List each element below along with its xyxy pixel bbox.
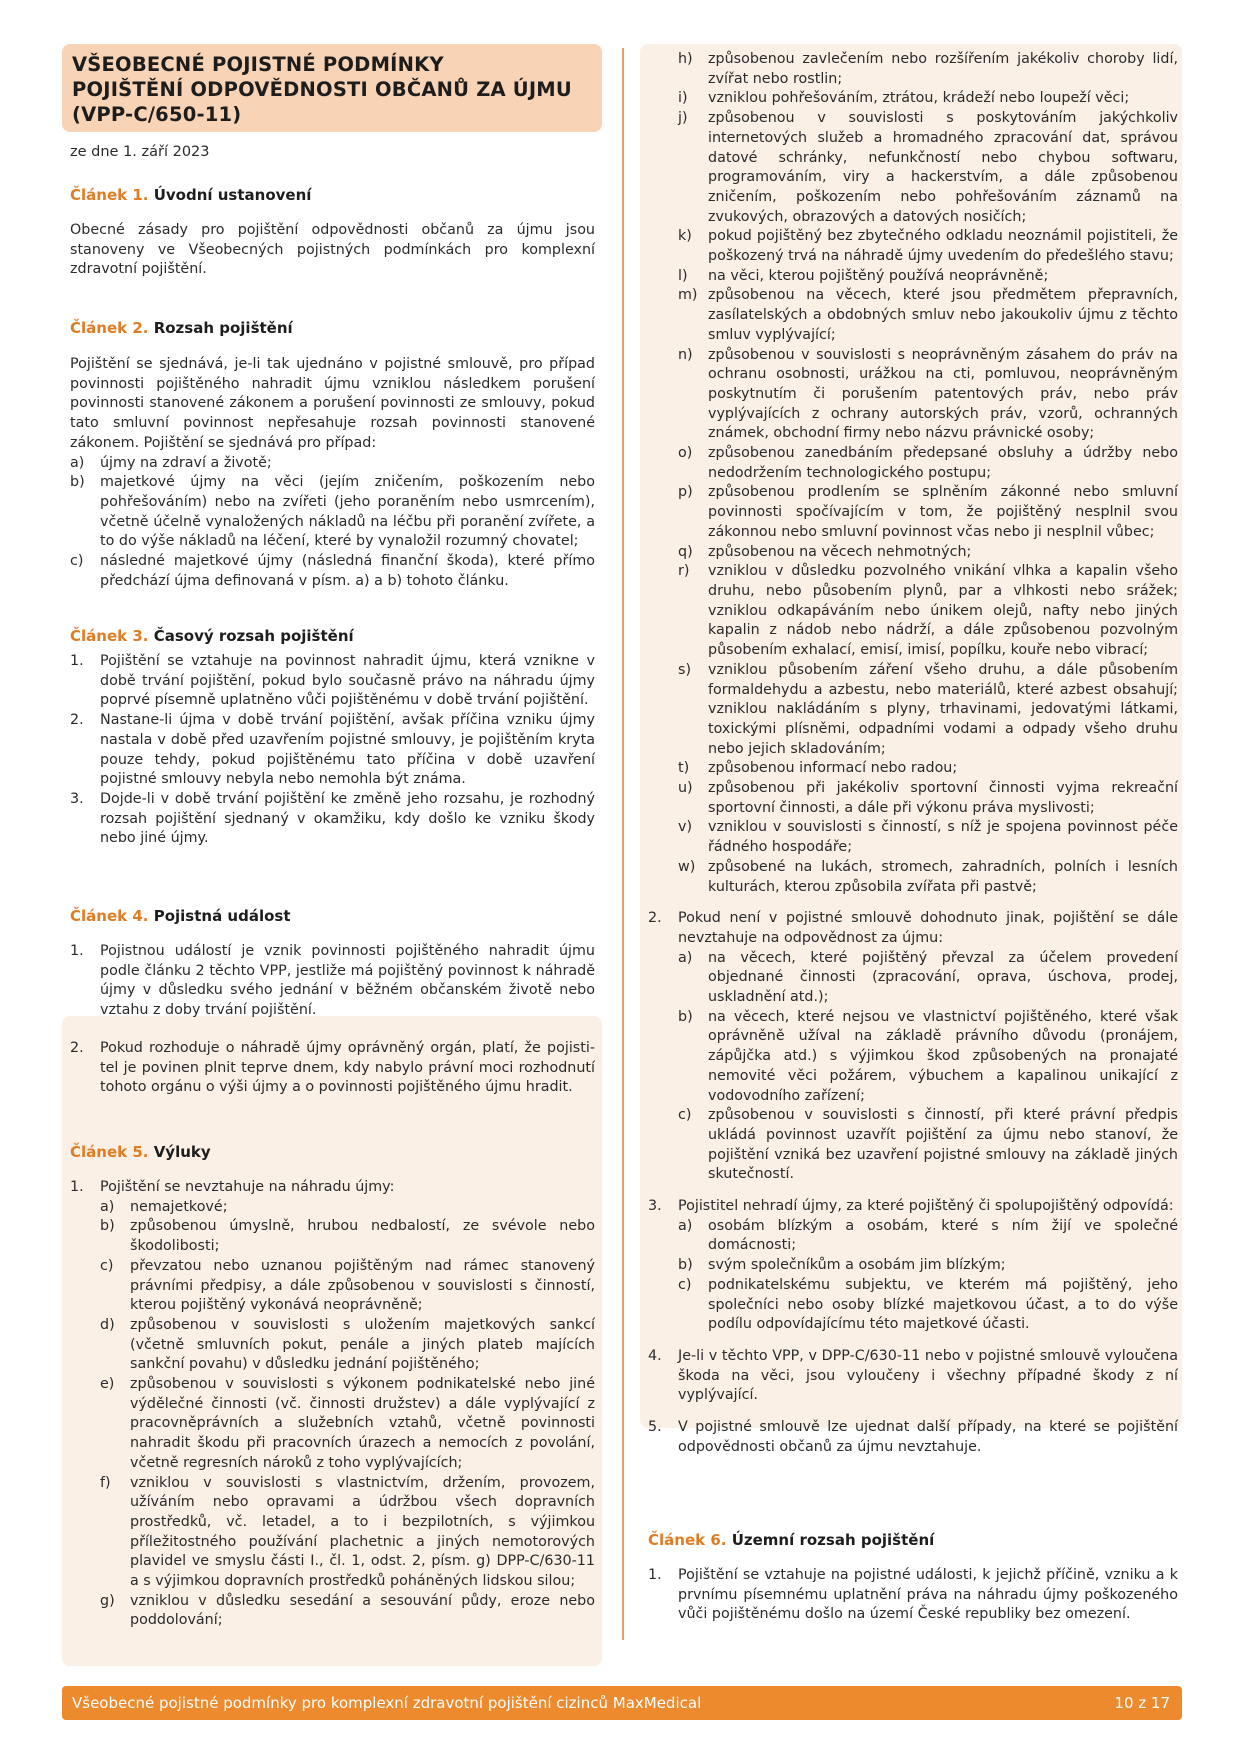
- article-2-number: Článek 2.: [70, 319, 149, 337]
- article-5-item-2-sub: b) na věcech, které nejsou ve vlastnictví pojištěného, které však oprávněně užíval na základě právního důvodu (pronájem, zápůjčka atd.) s výjimkou škod způsobených na pronajaté nemovité věci požárem, výbuchem a kapalinou unikající z vodovodního zařízení;: [678, 1008, 1178, 1104]
- document-title-line-3: (VPP-C/650-11): [72, 103, 242, 126]
- article-3-name: Časový rozsah pojištění: [153, 627, 354, 645]
- article-5-sub-item: v) vzniklou v souvislosti s činností, s níž je spojena povinnost péče řádného hospodáře;: [678, 819, 1178, 856]
- article-2-body: [70, 355, 595, 591]
- page-footer: [62, 1686, 1182, 1720]
- article-5-sub-item: c) převzatou nebo uznanou pojištěným nad rámec stanovený právními předpisy, a dále způsobenou v souvislosti s činností, kterou pojištěný vykonává neoprávněně;: [100, 1257, 595, 1314]
- article-1-heading: [70, 185, 311, 205]
- article-5-body-left: [70, 1178, 595, 1631]
- document-title-line-2: POJIŠTĚNÍ ODPOVĚDNOSTI OBČANŮ ZA ÚJMU: [72, 78, 572, 101]
- article-5-item-3-sub: b) svým společníkům a osobám jim blízkým;: [678, 1257, 1006, 1274]
- article-6-body: [648, 1566, 1178, 1625]
- article-5-sub-item: i) vzniklou pohřešováním, ztrátou, krádeží nebo loupeží věci;: [678, 90, 1130, 107]
- article-5-item-3-sub: a) osobám blízkým a osobám, které s ním žijí ve společné domácnosti;: [678, 1217, 1178, 1254]
- article-5-sub-item: e) způsobenou v souvislosti s výkonem podnikatelské nebo jiné výdělečné činnosti (vč. činnosti družstev) a dále vyplývající z pracovněprávních a služebních vztahů, včetně povinnosti nahradit škodu při pracovních úrazech a nemocích z povolání, včetně regresních nároků z toho vyplývajících;: [100, 1376, 595, 1471]
- article-1-number: Článek 1.: [70, 186, 149, 204]
- article-5-sub-item: k) pokud pojištěný bez zbytečného odkladu neoznámil pojistiteli, že poškozený trvá na náhradě újmy uvedením do předešlého stavu;: [678, 228, 1178, 265]
- article-5-heading: [70, 1142, 211, 1162]
- article-1-name: Úvodní ustanovení: [153, 186, 312, 204]
- article-4-heading: [70, 906, 291, 926]
- article-5-sub-item: u) způsobenou při jakékoliv sportovní činnosti vyjma rekreační sportovní činnosti, a dále při výkonu práva myslivosti;: [678, 780, 1178, 816]
- article-3-number: Článek 3.: [70, 627, 149, 645]
- document-date: ze dne 1. září 2023: [70, 144, 210, 160]
- article-5-sub-item: a) nemajetkové;: [100, 1198, 228, 1215]
- article-5-item-2: 2. Pokud není v pojistné smlouvě dohodnuto jinak, pojištění se dále nevztahuje na odpovědnost za újmu:: [648, 910, 1178, 946]
- article-6-item-1: 1. Pojištění se vztahuje na pojistné události, k jejichž příčině, vzniku a k prvnímu písemnému uplatnění práva na náhradu újmy poškozeného vůči pojištěnému došlo na území České republiky bez omezení.: [648, 1567, 1178, 1623]
- article-5-sub-item: n) způsobenou v souvislosti s neoprávněným zásahem do práv na ochranu osobnosti, urážkou na cti, pomluvou, neoprávněným poskytnutím či porušením patentových práv, nebo práv vyplývajících z ochrany autorských práv, vzorů, ochranných známek, obchodní firmy nebo názvu právnické osoby;: [678, 346, 1178, 442]
- article-5-name: Výluky: [153, 1143, 211, 1161]
- article-5-item-2-sub: c) způsobenou v souvislosti s činností, při které právní předpis ukládá povinnost uzavřít pojištění za újmu nebo stanoví, že pojištění vzniká bez uzavření pojistné smlouvy na základě jiných skutečností.: [678, 1107, 1178, 1183]
- article-2-name: Rozsah pojištění: [153, 319, 293, 337]
- article-5-sub-item: d) způsobenou v souvislosti s uložením majetkových sankcí (včetně smluvních pokut, penále a jiných plateb majících sankční povahu) v důsledku jednání pojištěného;: [100, 1316, 595, 1373]
- article-5-sub-item: m) způsobenou na věcech, které jsou předmětem přepravních, zasílatelských a obdobných smluv nebo jakoukoliv újmu z těchto smluv vyplývající;: [678, 287, 1178, 343]
- article-5-sub-item: q) způsobenou na věcech nehmotných;: [678, 543, 972, 560]
- article-5-sub-item: t) způsobenou informací nebo radou;: [678, 760, 958, 777]
- article-3-heading: [70, 626, 354, 646]
- article-5-item-3: 3. Pojistitel nehradí újmy, za které pojištěný či spolupojištěný odpovídá:: [648, 1198, 1174, 1215]
- article-4-item: 1. Pojistnou událostí je vznik povinnosti pojištěného nahradit újmu podle článku 2 těchto VPP, jestliže má pojištěný povinnost k náhradě újmy v důsledku svého jednání v běžném občanském životě nebo vztahu z doby trvání pojištění.: [70, 943, 595, 1019]
- article-5-sub-item: p) způsobenou prodlením se splněním zákonné nebo smluvní povinnosti spočívajícím v tom, že pojištěný nesplnil svou zákonnou nebo smluvní povinnost včas nebo ji nesplnil vůbec;: [678, 484, 1178, 540]
- article-6-number: Článek 6.: [648, 1531, 727, 1549]
- article-4-number: Článek 4.: [70, 907, 149, 925]
- article-2-item: c) následné majetkové újmy (následná finanční škoda), které přímo předchází újma definovaná v písm. a) a b) tohoto článku.: [70, 553, 595, 589]
- article-5-sub-item: h) způsobenou zavlečením nebo rozšířením jakékoliv choroby lidí, zvířat nebo rostlin;: [678, 51, 1178, 87]
- article-3-item: 1. Pojištění se vztahuje na povinnost nahradit újmu, která vznikne v době trvání pojištění, pokud bylo současně právo na náhradu újmy poprvé písemně uplatněno vůči pojištěnému v době trvání pojištění.: [70, 653, 595, 709]
- article-4-name: Pojistná událost: [153, 907, 291, 925]
- article-4-body: [70, 942, 595, 1098]
- article-5-item-4: 4. Je-li v těchto VPP, v DPP-C/630-11 nebo v pojistné smlouvě vyloučena škoda na věci, jsou vyloučeny i všechny případné škody z ní vyplývající.: [648, 1348, 1178, 1404]
- article-2-item: b) majetkové újmy na věci (jejím zničením, poškozením nebo pohřešováním) nebo na zvířeti (jeho poraněním nebo usmrcením), včetně účelně vynaložených nákladů na léčbu při poranění zvířete, a to do výše nákladů na léčení, které by vynaložil rozumný chovatel;: [70, 474, 595, 550]
- article-6-name: Územní rozsah pojištění: [731, 1531, 935, 1549]
- article-5-sub-item: l) na věci, kterou pojištěný používá neoprávněně;: [678, 267, 1049, 284]
- article-5-item-3-sub: c) podnikatelskému subjektu, ve kterém má pojištěný, jeho společníci nebo osoby blízké majetkovou účast, a to do výše podílu odpovídajícímu této majetkové účasti.: [678, 1276, 1178, 1333]
- article-5-sub-item: g) vzniklou v důsledku sesedání a sesouvání půdy, eroze nebo poddolování;: [100, 1592, 595, 1629]
- article-5-item-5: 5. V pojistné smlouvě lze ujednat další případy, na které se pojištění odpovědnosti občanů za újmu nevztahuje.: [648, 1419, 1178, 1455]
- article-5-sub-item: r) vzniklou v důsledku pozvolného vnikání vlhka a kapalin všeho druhu, nebo působením plynů, par a vlhkosti nebo srážek; vzniklou odkapáváním nebo únikem olejů, nafty nebo jiných kapalin z nádob nebo nádrží, a dále způsobenou pozvolným působením exhalací, emisí, imisí, popílku, kouře nebo vibrací;: [678, 563, 1178, 659]
- column-divider: [622, 48, 624, 1640]
- article-6-heading: [648, 1530, 934, 1550]
- article-5-sub-item: f) vzniklou v souvislosti s vlastnictvím, držením, provozem, užíváním nebo opravami a údržbou všech dopravních prostředků, vč. letadel, a to i bezpilotních, s výjimkou příležitostného používání plachetnic a jiných nemotorových plavidel ve smyslu části I., čl. 1, odst. 2, písm. g) DPP-C/630-11 a s výjimkou dopravních prostředků poháněných lidskou silou;: [100, 1474, 595, 1590]
- article-5-item-1: 1. Pojištění se nevztahuje na náhradu újmy:: [70, 1179, 395, 1195]
- article-5-sub-item: b) způsobenou úmyslně, hrubou nedbalostí, ze svévole nebo škodolibosti;: [100, 1218, 595, 1255]
- article-3-body: [70, 652, 595, 849]
- page-number: 10 z 17: [1114, 1694, 1170, 1712]
- article-5-sub-item: w) způsobené na lukách, stromech, zahradních, polních i lesních kulturách, kterou způsobila zvířata při pastvě;: [678, 858, 1178, 895]
- article-4-item: 2. Pokud rozhoduje o náhradě újmy oprávněný orgán, platí, že pojisti- tel je povinen plnit teprve dnem, kdy nabylo právní moci rozhodnutí tohoto orgánu o výši újmy a o povinnosti pojištěného újmu hradit.: [70, 1039, 595, 1096]
- footer-text: Všeobecné pojistné podmínky pro komplexní zdravotní pojištění cizinců MaxMedical: [72, 1694, 702, 1712]
- article-5-sub-item: o) způsobenou zanedbáním předepsané obsluhy a údržby nebo nedodržením technologického postupu;: [678, 445, 1178, 481]
- article-3-item: 2. Nastane-li újma v době trvání pojištění, avšak příčina vzniku újmy nastala v době před uzavřením pojistné smlouvy, je pojištěním kryta pouze tehdy, pokud pojištěnému tato příčina v době uzavření pojistné smlouvy nebyla nebo nemohla být známa.: [70, 712, 595, 788]
- article-2-heading: [70, 318, 293, 338]
- article-1-text: Obecné zásady pro pojištění odpovědnosti občanů za újmu jsou stanoveny ve Všeobecných pojistných podmínkách pro komplexní zdravotní pojištění.: [70, 222, 595, 278]
- document-title-box: [62, 44, 602, 132]
- article-2-text: Pojištění se sjednává, je-li tak ujednáno v pojistné smlouvě, pro případ povinnosti pojištěného nahradit újmu vzniklou následkem porušení povinnosti stanovené zákonem a porušení povinnosti ze smlouvy, pokud tato smluvní povinnost nepřesahuje rozsah povinnosti stanovené zákonem. Pojištění se sjednává pro případ:: [70, 356, 595, 451]
- document-title-line-1: VŠEOBECNÉ POJISTNÉ PODMÍNKY: [72, 53, 444, 76]
- article-5-item-2-sub: a) na věcech, které pojištěný převzal za účelem provedení objednané činnosti (zpracování, oprava, úschova, prodej, uskladnění atd.);: [678, 949, 1178, 1006]
- article-5-sub-item: j) způsobenou v souvislosti s poskytováním jakýchkoliv internetových služeb a hromadného zpracování dat, správou datové schránky, nefunkčností nebo chybou softwaru, programováním, viry a hackerstvím, a dále způsobenou zničením, poškozením nebo pohřešováním záznamů na zvukových, obrazových a datových nosičích;: [678, 110, 1178, 225]
- article-2-item: a) újmy na zdraví a životě;: [70, 454, 272, 471]
- article-5-number: Článek 5.: [70, 1143, 149, 1161]
- article-5-sub-item: s) vzniklou působením záření všeho druhu, a dále působením formaldehydu a azbestu, nebo materiálů, které azbest obsahují; vzniklou nakládáním s plyny, trhavinami, jedovatými látkami, toxickými plísněmi, odpadními vodami a odpady všeho druhu nebo jejich skladováním;: [678, 661, 1178, 757]
- article-5-body-right: [648, 50, 1178, 1458]
- article-3-item: 3. Dojde-li v době trvání pojištění ke změně jeho rozsahu, je rozhodný rozsah pojištění sjednaný v okamžiku, kdy došlo ke vzniku škody nebo jiné újmy.: [70, 790, 595, 847]
